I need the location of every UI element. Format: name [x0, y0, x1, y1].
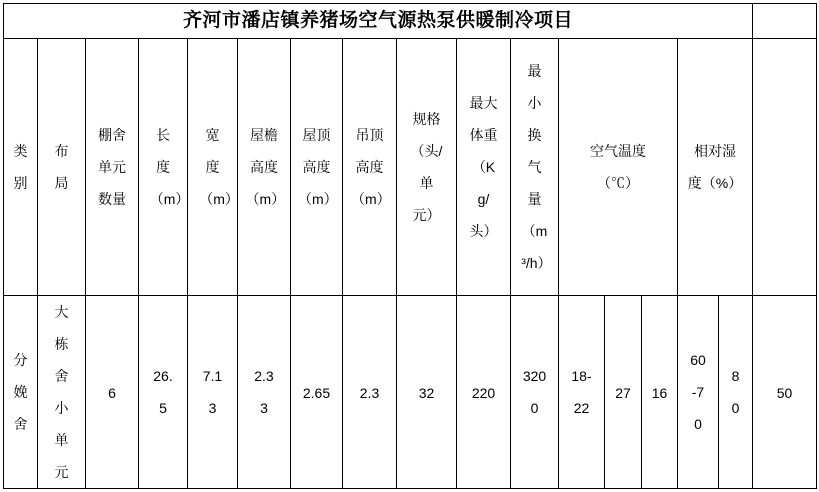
cell-spec: [397, 296, 457, 489]
header-relative-humidity-label: 相对湿度（%）: [687, 143, 743, 191]
header-spec: [397, 39, 457, 296]
header-width: [188, 39, 238, 296]
header-ceiling-height: [343, 39, 397, 296]
header-roof-height-label: 屋顶高度（m）: [297, 127, 338, 207]
header-length-label: 长度（m）: [149, 127, 190, 207]
header-category-label: 类别: [13, 143, 28, 191]
header-max-weight-label: 最大体重（Kg/头）: [469, 95, 498, 239]
header-ceiling-height-label: 吊顶高度（m）: [350, 127, 391, 207]
header-layout-label: 布局: [54, 143, 69, 191]
header-unit-count-label: 棚舍单元数量: [98, 127, 126, 207]
cell-max-weight-value: 220: [471, 384, 496, 401]
title-row: [4, 4, 817, 39]
header-width-label: 宽度（m）: [199, 127, 239, 207]
header-relative-humidity: [678, 39, 753, 296]
cell-spec-value: 32: [418, 384, 435, 401]
empty-cell: [753, 4, 817, 39]
cell-relative-humidity-max-value: 80: [731, 368, 740, 416]
cell-ceiling-height: [343, 296, 397, 489]
header-air-temperature-label: 空气温度（℃）: [590, 143, 646, 191]
cell-roof-height: [291, 296, 343, 489]
table-title: 齐河市潘店镇养猪场空气源热泵供暖制冷项目: [183, 10, 574, 31]
cell-unit-count: [86, 296, 139, 489]
header-spec-label: 规格（头/单元）: [410, 111, 443, 223]
header-length: [139, 39, 188, 296]
cell-category-value: 分娩舍: [13, 352, 28, 432]
cell-eave-height-value: 2.33: [254, 368, 274, 416]
table-row: [4, 296, 817, 489]
data-table: [3, 3, 817, 489]
header-min-ventilation-label: 最小换气量（m³/h）: [521, 63, 552, 271]
cell-width: [188, 296, 238, 489]
header-roof-height: [291, 39, 343, 296]
cell-layout-value: 大栋舍小单元: [54, 304, 69, 480]
cell-extra-value: 50: [776, 384, 793, 401]
cell-air-temperature-range-value: 18-22: [571, 368, 592, 416]
header-row: [4, 39, 817, 296]
cell-unit-count-value: 6: [108, 384, 116, 401]
cell-extra: [753, 296, 817, 489]
header-air-temperature: [559, 39, 678, 296]
cell-relative-humidity-range: [678, 296, 719, 489]
table-title-cell: [4, 4, 753, 39]
cell-air-temperature-low-value: 16: [651, 384, 668, 401]
header-min-ventilation: [511, 39, 559, 296]
header-category: [4, 39, 38, 296]
header-unit-count: [86, 39, 139, 296]
cell-length: [139, 296, 188, 489]
cell-max-weight: [457, 296, 511, 489]
cell-air-temperature-high: [605, 296, 642, 489]
cell-ceiling-height-value: 2.3: [359, 384, 380, 401]
cell-layout: [38, 296, 86, 489]
header-layout: [38, 39, 86, 296]
cell-roof-height-value: 2.65: [302, 384, 331, 401]
cell-relative-humidity-range-value: 60-70: [690, 352, 706, 432]
header-eave-height: [238, 39, 291, 296]
header-max-weight: [457, 39, 511, 296]
cell-min-ventilation-value: 3200: [522, 368, 547, 416]
header-eave-height-label: 屋檐高度（m）: [245, 127, 286, 207]
cell-category: [4, 296, 38, 489]
cell-min-ventilation: [511, 296, 559, 489]
cell-air-temperature-low: [642, 296, 678, 489]
cell-air-temperature-high-value: 27: [615, 384, 631, 401]
cell-eave-height: [238, 296, 291, 489]
cell-relative-humidity-max: [719, 296, 753, 489]
cell-air-temperature-range: [559, 296, 605, 489]
empty-cell: [753, 39, 817, 296]
cell-length-value: 26.5: [153, 368, 173, 416]
cell-width-value: 7.13: [202, 368, 223, 416]
